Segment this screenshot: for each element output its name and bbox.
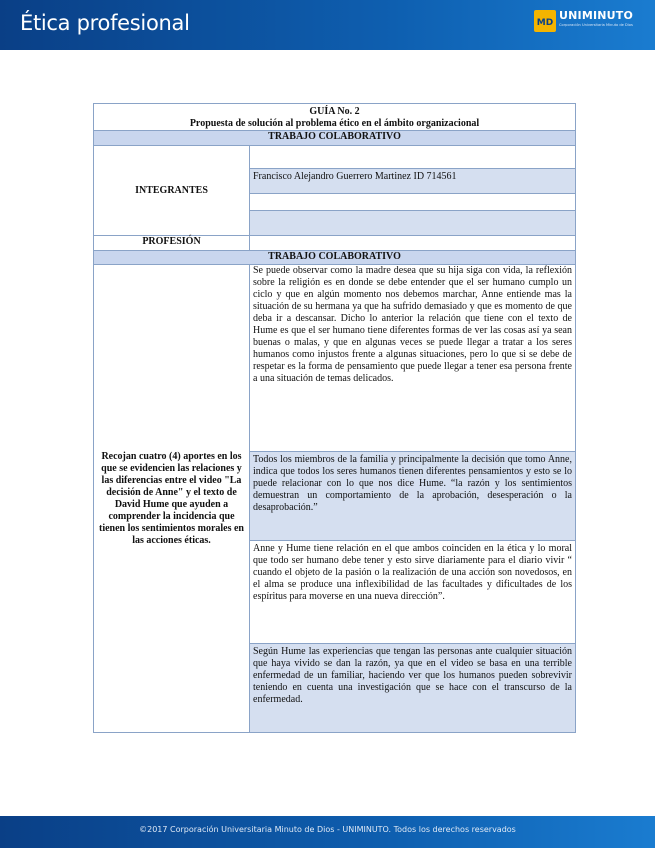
logo-subtitle: Corporación Universitaria Minuto de Dios xyxy=(559,23,633,27)
logo-name: UNIMINUTO xyxy=(559,9,634,22)
integrante-field-1[interactable] xyxy=(250,146,576,169)
assignment-prompt: Recojan cuatro (4) aportes en los que se evidencien las relaciones y las diferencias entre el video "La decisión de Anne" y el texto de David Hume que ayuden a comprender la incidencia que tienen los sentimientos morales en las acciones éticas. xyxy=(94,265,250,733)
guide-table xyxy=(93,103,576,733)
guide-document xyxy=(93,103,575,733)
svg-text:MD: MD xyxy=(536,18,554,28)
course-title: Ética profesional xyxy=(20,11,190,35)
profesion-row xyxy=(94,236,576,251)
guide-subtitle: Propuesta de solución al problema ético en el ámbito organizacional xyxy=(189,118,480,129)
section-header-1: TRABAJO COLABORATIVO xyxy=(94,131,576,146)
aporte-4[interactable]: Según Hume las experiencias que tengan las personas ante cualquier situación que haya vivido se dan la razón, ya que en el video se basa en una terrible enfermedad de un familiar, haciendo ver que los humanos pueden sobrevivir teniendo en cuenta una investigación que se hace con el transcurso de la enfermedad. xyxy=(250,644,576,733)
uniminuto-logo-icon xyxy=(534,10,556,32)
integrante-field-4[interactable] xyxy=(250,211,576,236)
guide-title: GUÍA No. 2 xyxy=(309,106,360,117)
profesion-field[interactable] xyxy=(250,236,576,251)
page-footer xyxy=(0,816,655,848)
page-header xyxy=(0,0,655,50)
integrantes-label: INTEGRANTES xyxy=(94,146,250,236)
section-header-row-2 xyxy=(94,251,576,265)
aporte-1[interactable]: Se puede observar como la madre desea que su hija siga con vida, la reflexión sobre la religión es en donde se debe entender que el ser humano cumplo un ciclo y que en algún momento nos debemos marchar, Anne entiende mas la situación de su hermana ya que ha sufrido demasiado y que es momento de que deba ir a descansar. Dicho lo anterior la relación que tiene con el texto de Hume es que el ser humano tiene diferentes formas de ver las cosas así ya sean buenas o malas, y que en algunas veces se puede llegar a tratar a los seres humanos como injustos frente a algunas situaciones, pero lo que si se debe de respetar es la forma de pensamiento que puede llegar a tener esa persona frente a una situación de temas delicados. xyxy=(250,265,576,452)
integrante-field-3[interactable] xyxy=(250,194,576,211)
section-header-row xyxy=(94,131,576,146)
uniminuto-logo xyxy=(534,8,652,42)
profesion-label: PROFESIÓN xyxy=(94,236,250,251)
aporte-row-1 xyxy=(94,265,576,452)
aporte-2[interactable]: Todos los miembros de la familia y principalmente la decisión que tomo Anne, indica que todos los seres humanos tienen diferentes pensamientos y esto se lo puede relacionar con lo que nos dice Hume. “la razón y los sentimientos demuestran un comportamiento de la aprobación, desesperación o la desaprobación.” xyxy=(250,452,576,541)
aporte-3[interactable]: Anne y Hume tiene relación en el que ambos coinciden en la ética y lo moral que todo ser humano debe tener y esto sirve diariamente para el diario vivir “ cuando el objeto de la pasión o la realización de una acción son novedosos, en el alma se produce una inflexibilidad de las facultades y dificultades de los espíritus para moverse en una nueva dirección”. xyxy=(250,541,576,644)
integrantes-row-1 xyxy=(94,146,576,169)
title-row xyxy=(94,104,576,131)
section-header-2: TRABAJO COLABORATIVO xyxy=(94,251,576,265)
integrante-field-2[interactable]: Francisco Alejandro Guerrero Martinez ID 714561 xyxy=(250,169,576,194)
footer-copyright: ©2017 Corporación Universitaria Minuto de Dios - UNIMINUTO. Todos los derechos reservados xyxy=(139,825,516,834)
